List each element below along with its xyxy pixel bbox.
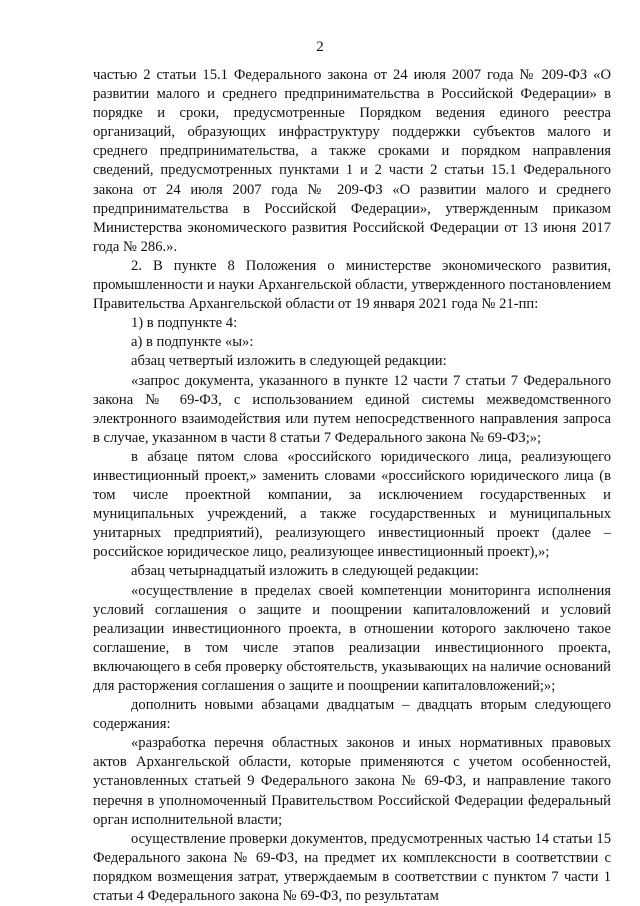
paragraph-amend-4: абзац четвертый изложить в следующей редакции: — [131, 353, 447, 370]
paragraph-subitem-a: а) в подпункте «ы»: — [131, 334, 254, 351]
page-number: 2 — [316, 39, 324, 55]
paragraph-item-2: 2. В пункте 8 Положения о министерстве экономического развития, промышленности и науки Архангельской области, утвержденного постановлением Правительства Архангельской области от 19 января 2021 года № 21-пп: — [93, 257, 611, 313]
paragraph-amend-14: абзац четырнадцатый изложить в следующей редакции: — [131, 563, 479, 580]
paragraph-amend-5: в абзаце пятом слова «российского юридического лица, реализующего инвестиционный проект,» заменить словами «российского юридического лица (в том числе проектной компании, за исключением государственных и муниципальных учреждений, а также государственных и муниципальных унитарных предприятий), реализующего инвестиционный проект (далее – российское юридическое лицо, реализующее инвестиционный проект),»; — [93, 448, 611, 561]
paragraph-quote-check: осуществление проверки документов, предусмотренных частью 14 статьи 15 Федерального закона № 69-ФЗ, на предмет их комплексности в соответствии с порядком возмещения затрат, утверждаемым в соответствии с пунктом 7 части 1 статьи 4 Федерального закона № 69-ФЗ, по результатам — [93, 830, 611, 905]
paragraph-add-new: дополнить новыми абзацами двадцатым – двадцать вторым следующего содержания: — [93, 697, 611, 733]
paragraph-continuation: частью 2 статьи 15.1 Федерального закона от 24 июля 2007 года № 209-ФЗ «О развитии малого и среднего предпринимательства в Российской Федерации» в порядке и сроки, предусмотренные Порядком ведения единого реестра организаций, образующих инфраструктуру поддержки субъектов малого и среднего предпринимательства, а также сроками и порядком направления сведений, предусмотренных пунктами 1 и 2 части 2 статьи 15.1 Федерального закона от 24 июля 2007 года № 209-ФЗ «О развитии малого и среднего предпринимательства в Российской Федерации», утвержденным приказом Министерства экономического развития Российской Федерации от 13 июня 2017 года № 286.». — [93, 67, 611, 255]
paragraph-subitem-1: 1) в подпункте 4: — [131, 315, 238, 332]
document-body — [93, 66, 611, 906]
paragraph-quote-monitoring: «осуществление в пределах своей компетенции мониторинга исполнения условий соглашения о защите и поощрении капиталовложений и условий реализации инвестиционного проекта, в отношении которого заключено такое соглашение, в том числе этапов реализации инвестиционного проекта, включающего в себя проверку обстоятельств, указывающих на наличие оснований для расторжения соглашения о защите и поощрении капиталовложений;»; — [93, 582, 611, 694]
paragraph-quote-request: «запрос документа, указанного в пункте 12 части 7 статьи 7 Федерального закона № 69-ФЗ, с использованием единой системы межведомственного электронного взаимодействия или путем непосредственного направления запроса в случае, указанном в части 8 статьи 7 Федерального закона № 69-ФЗ;»; — [93, 372, 611, 446]
paragraph-quote-list: «разработка перечня областных законов и иных нормативных правовых актов Архангельской области, которые применяются с учетом особенностей, установленных статьей 9 Федерального закона № 69-ФЗ, и направление такого перечня в уполномоченный Правительством Российской Федерации федеральный орган исполнительной власти; — [93, 735, 611, 828]
